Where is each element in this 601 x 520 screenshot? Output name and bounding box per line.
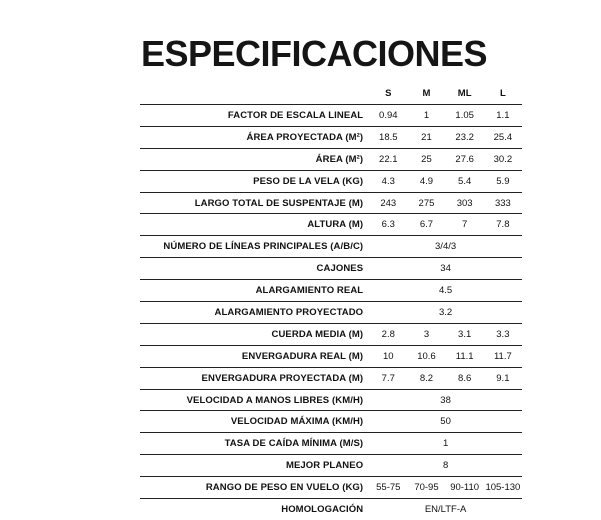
spec-label: LARGO TOTAL DE SUSPENTAJE (M) <box>194 197 364 209</box>
spec-row <box>140 367 522 389</box>
spec-value-all-sizes: 8 <box>442 460 449 472</box>
spec-row <box>140 323 522 345</box>
spec-label: ENVERGADURA REAL (M) <box>241 350 364 362</box>
spec-value-m: 3 <box>423 328 430 340</box>
size-header-ml: ML <box>457 87 472 99</box>
spec-value-s: 2.8 <box>381 328 395 340</box>
spec-label: ÁREA (M²) <box>315 153 364 165</box>
spec-value-m: 10.6 <box>417 350 436 362</box>
spec-value-ml: 8.6 <box>458 372 472 384</box>
spec-label: HOMOLOGACIÓN <box>281 503 364 515</box>
spec-row <box>140 148 522 170</box>
spec-value-s: 55-75 <box>376 482 401 494</box>
spec-value-m: 4.9 <box>419 175 434 187</box>
spec-value-m: 1 <box>423 109 430 121</box>
spec-value-l: 11.7 <box>493 350 512 362</box>
spec-value-l: 30.2 <box>493 153 513 165</box>
spec-label: CUERDA MEDIA (M) <box>271 328 364 340</box>
spec-label: ÁREA PROYECTADA (M²) <box>246 131 364 143</box>
spec-row <box>140 126 522 148</box>
spec-value-ml: 90-110 <box>450 482 480 494</box>
spec-value-ml: 1.05 <box>455 109 474 121</box>
spec-row <box>140 455 522 477</box>
spec-value-l: 3.3 <box>496 328 510 340</box>
spec-label: CAJONES <box>316 263 364 275</box>
spec-value-s: 7.7 <box>381 372 395 384</box>
spec-label: PESO DE LA VELA (KG) <box>253 175 364 187</box>
spec-value-all-sizes: 3/4/3 <box>435 241 457 253</box>
spec-label: MEJOR PLANEO <box>285 460 364 472</box>
spec-value-s: 22.1 <box>379 153 398 165</box>
spec-row <box>140 389 522 411</box>
spec-value-l: 7.8 <box>496 219 510 231</box>
spec-label: ALARGAMIENTO PROYECTADO <box>214 306 364 318</box>
spec-value-all-sizes: 3.2 <box>438 306 453 318</box>
spec-value-m: 21 <box>421 131 432 143</box>
spec-value-s: 10 <box>382 350 394 362</box>
spec-value-m: 70-95 <box>414 482 439 494</box>
spec-row <box>140 170 522 192</box>
spec-value-m: 6.7 <box>419 219 434 231</box>
spec-value-l: 333 <box>494 197 511 209</box>
spec-row <box>140 192 522 214</box>
spec-row <box>140 280 522 302</box>
spec-value-l: 9.1 <box>496 372 510 384</box>
spec-value-ml: 3.1 <box>458 328 472 340</box>
spec-label: VELOCIDAD MÁXIMA (KM/H) <box>230 416 364 428</box>
spec-label: ENVERGADURA PROYECTADA (M) <box>201 372 364 384</box>
spec-value-m: 275 <box>418 197 435 209</box>
spec-row <box>140 499 522 520</box>
spec-label: TASA DE CAÍDA MÍNIMA (M/S) <box>224 438 364 450</box>
page-title: ESPECIFICACIONES <box>141 33 488 74</box>
spec-row <box>140 105 522 127</box>
spec-value-all-sizes: 1 <box>442 438 449 450</box>
spec-value-all-sizes: 4.5 <box>438 285 453 297</box>
spec-value-all-sizes: 38 <box>440 394 451 406</box>
spec-value-l: 1.1 <box>496 109 510 121</box>
spec-value-s: 0.94 <box>379 109 398 121</box>
spec-value-m: 8.2 <box>419 372 434 384</box>
spec-row <box>140 433 522 455</box>
spec-label: ALARGAMIENTO REAL <box>255 285 364 297</box>
spec-value-m: 25 <box>421 153 432 165</box>
spec-value-ml: 7 <box>462 219 468 231</box>
spec-row <box>140 477 522 499</box>
size-header-m: M <box>422 87 431 99</box>
size-header-l: L <box>499 87 506 99</box>
spec-row <box>140 236 522 258</box>
spec-value-ml: 23.2 <box>455 131 474 143</box>
spec-value-s: 243 <box>380 197 397 209</box>
spec-label: VELOCIDAD A MANOS LIBRES (KM/H) <box>186 394 364 406</box>
spec-value-all-sizes: EN/LTF-A <box>424 503 467 515</box>
spec-row <box>140 302 522 324</box>
spec-value-ml: 5.4 <box>458 175 472 187</box>
spec-value-l: 105-130 <box>485 482 521 494</box>
spec-value-ml: 11.1 <box>455 350 474 362</box>
spec-row <box>140 214 522 236</box>
size-header-s: S <box>385 87 392 99</box>
spec-rows <box>140 105 522 520</box>
header-blank-cell <box>140 82 369 105</box>
spec-label: ALTURA (M) <box>307 219 364 231</box>
spec-value-l: 25.4 <box>493 131 513 143</box>
size-header-row <box>140 82 522 105</box>
spec-value-all-sizes: 34 <box>440 263 451 275</box>
specifications-table <box>140 82 522 520</box>
spec-value-s: 4.3 <box>381 175 395 187</box>
spec-row <box>140 258 522 280</box>
spec-label: FACTOR DE ESCALA LINEAL <box>227 109 364 121</box>
spec-value-all-sizes: 50 <box>440 416 451 428</box>
spec-value-l: 5.9 <box>496 175 510 187</box>
spec-row <box>140 411 522 433</box>
spec-label: RANGO DE PESO EN VUELO (KG) <box>205 482 364 494</box>
spec-label: NÚMERO DE LÍNEAS PRINCIPALES (A/B/C) <box>163 241 364 253</box>
spec-value-s: 6.3 <box>381 219 395 231</box>
spec-value-ml: 27.6 <box>455 153 474 165</box>
spec-value-ml: 303 <box>456 197 473 209</box>
spec-row <box>140 345 522 367</box>
spec-value-s: 18.5 <box>379 131 398 143</box>
